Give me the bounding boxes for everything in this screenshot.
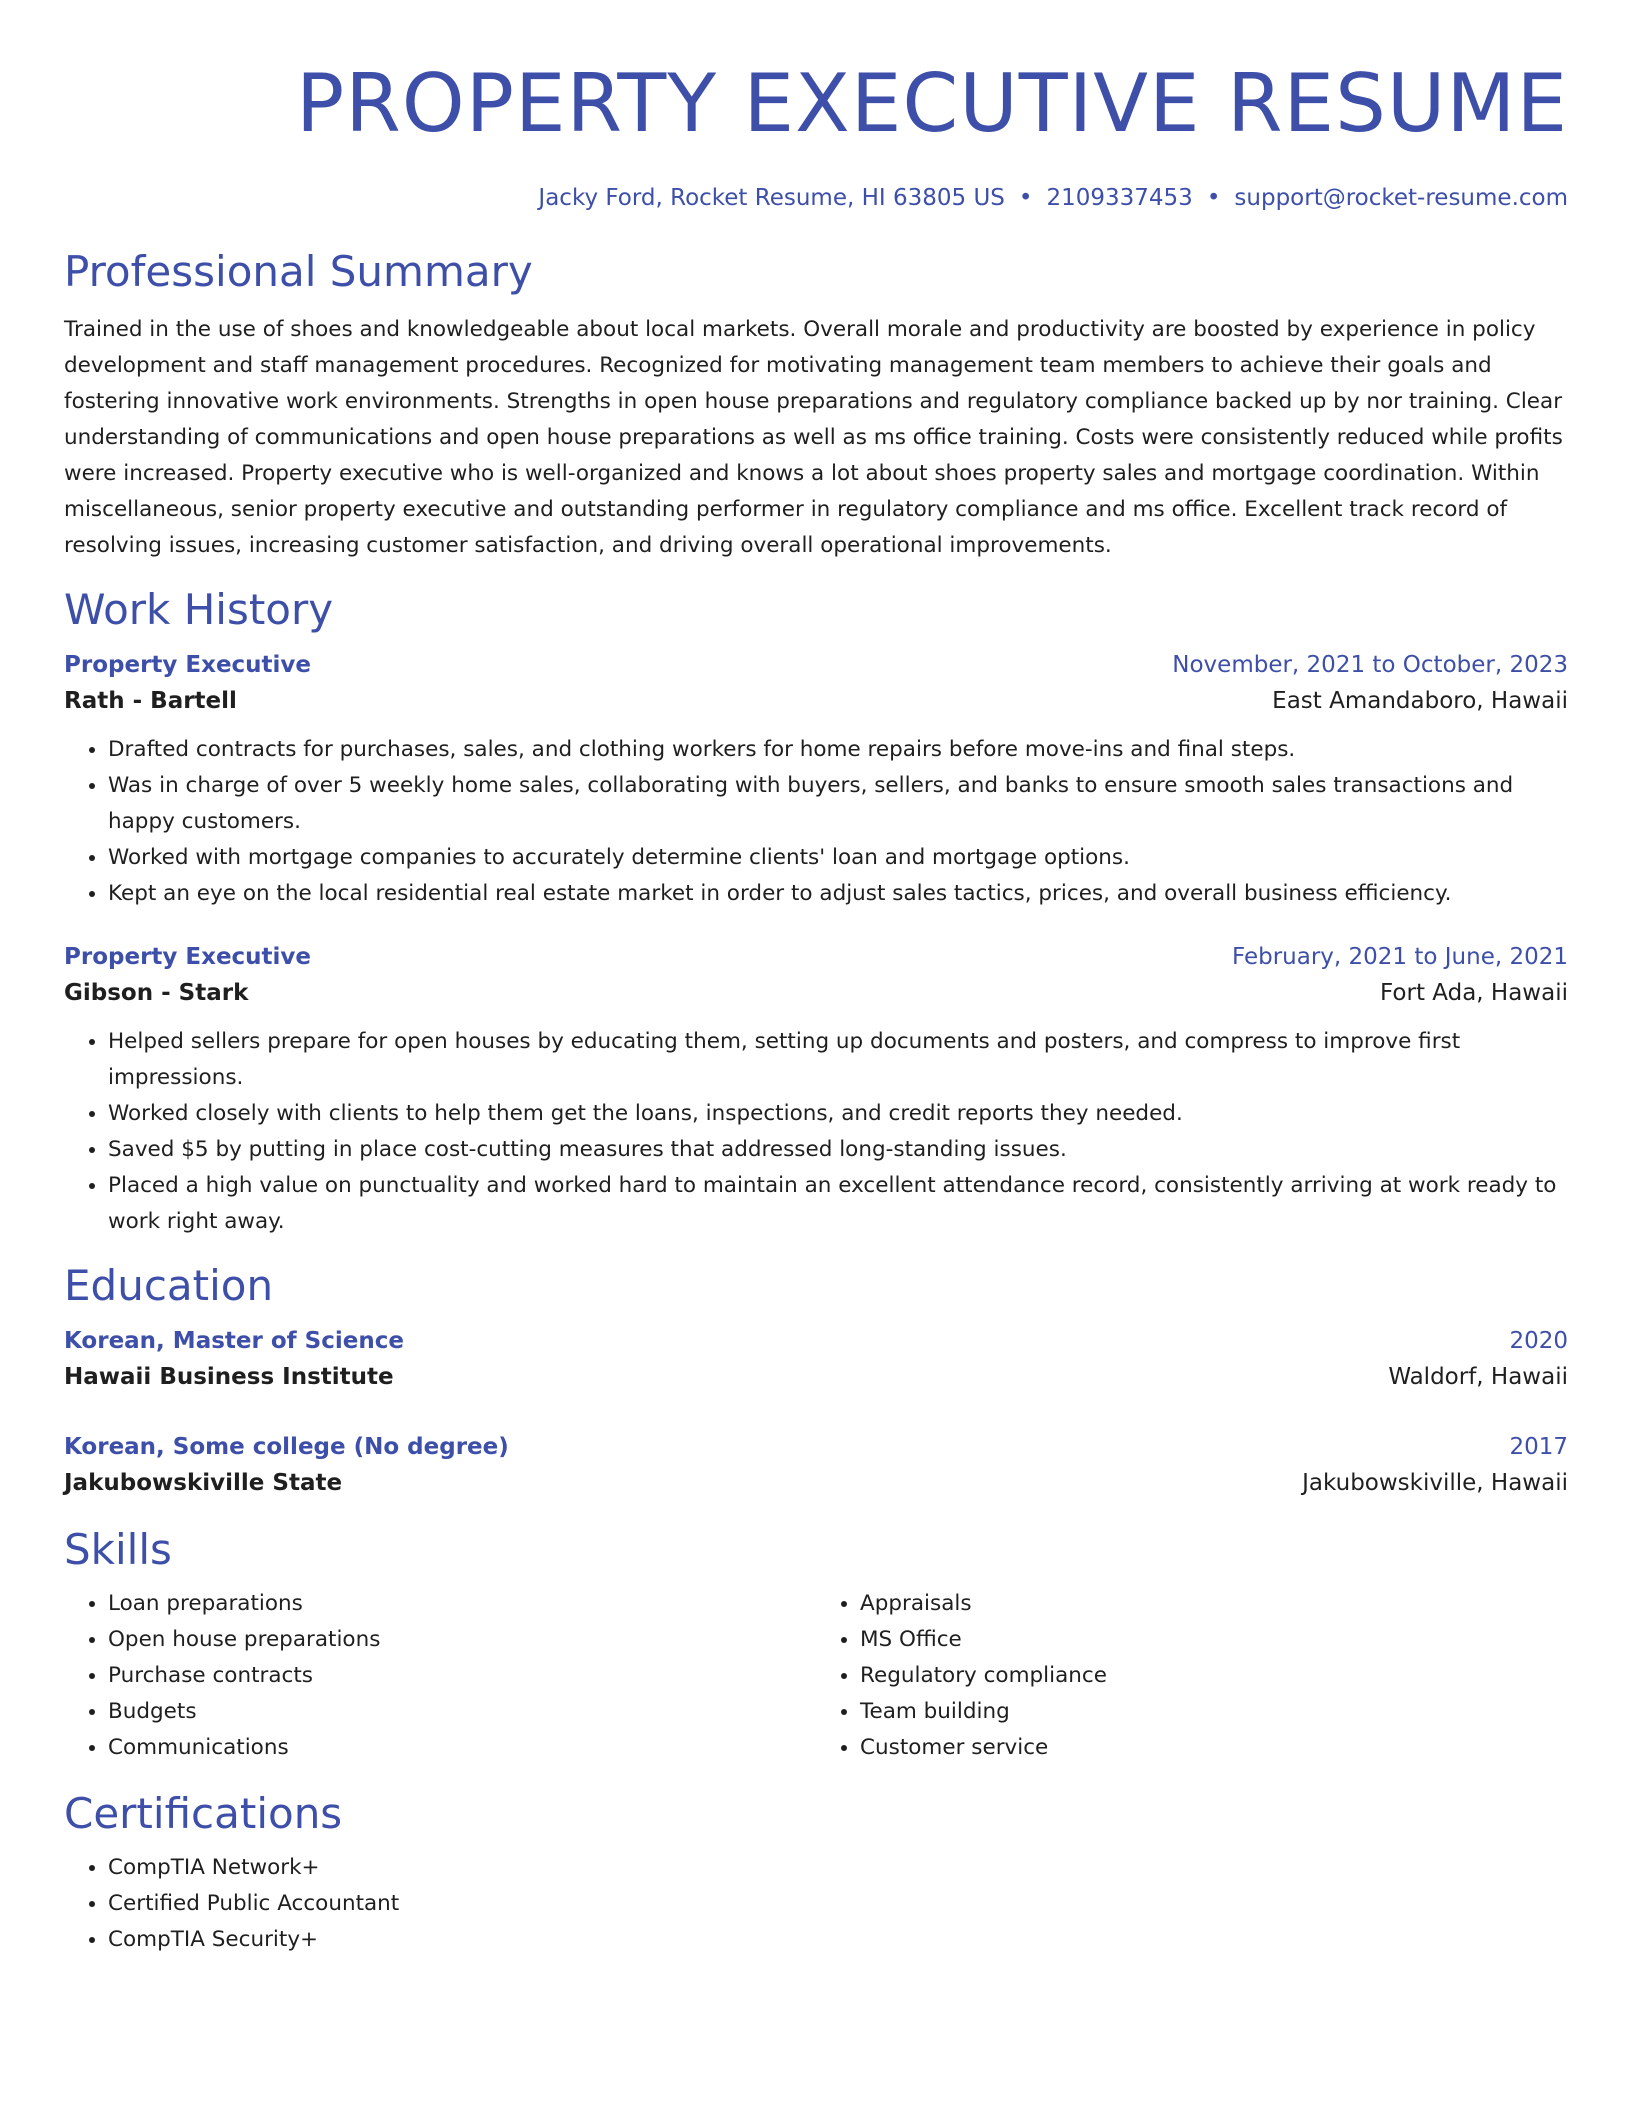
job-dates: February, 2021 to June, 2021 bbox=[1231, 944, 1568, 970]
contact-separator: • bbox=[1206, 185, 1221, 211]
certification-item: • Certified Public Accountant bbox=[108, 1886, 1568, 1922]
education-heading: Education bbox=[64, 1261, 274, 1310]
education-location: Waldorf, Hawaii bbox=[1388, 1364, 1568, 1390]
skill-item: • MS Office bbox=[860, 1622, 1568, 1658]
job-bullet: • Drafted contracts for purchases, sales, and clothing workers for home repairs before move-ins and final steps. bbox=[108, 732, 1568, 768]
job-bullet: • Was in charge of over 5 weekly home sales, collaborating with buyers, sellers, and banks to ensure smooth sales transactions and happy customers. bbox=[108, 768, 1568, 840]
skills-grid bbox=[64, 1586, 1568, 1766]
education-degree: Korean, Master of Science bbox=[64, 1328, 404, 1354]
contact-phone: 2109337453 bbox=[1046, 185, 1193, 211]
job-location: Fort Ada, Hawaii bbox=[1380, 980, 1568, 1006]
education-year: 2020 bbox=[1509, 1328, 1568, 1354]
education-location: Jakubowskiville, Hawaii bbox=[1302, 1470, 1568, 1496]
education-year: 2017 bbox=[1509, 1434, 1568, 1460]
job-bullet: • Kept an eye on the local residential real estate market in order to adjust sales tactics, prices, and overall business efficiency. bbox=[108, 876, 1568, 912]
job-bullet: • Helped sellers prepare for open houses by educating them, setting up documents and posters, and compress to improve first impressions. bbox=[108, 1024, 1568, 1096]
skill-item: • Open house preparations bbox=[108, 1622, 816, 1658]
skill-item: • Appraisals bbox=[860, 1586, 1568, 1622]
skills-heading: Skills bbox=[64, 1525, 172, 1574]
summary-text: Trained in the use of shoes and knowledgeable about local markets. Overall morale and productivity are boosted by experience in policy development and staff management procedures. Recognized for motivating management team members to achieve their goals and fostering innovative work environments. Strengths in open house preparations and regulatory compliance backed up by nor training. Clear understanding of communications and open house preparations as well as ms office training. Costs were consistently reduced while profits were increased. Property executive who is well-organized and knows a lot about shoes property sales and mortgage coordination. Within miscellaneous, senior property executive and outstanding performer in regulatory compliance and ms office. Excellent track record of resolving issues, increasing customer satisfaction, and driving overall operational improvements. bbox=[64, 317, 1563, 558]
job-entry bbox=[64, 940, 1568, 1240]
education-section bbox=[64, 1260, 1568, 1502]
certification-item: • CompTIA Network+ bbox=[108, 1850, 1568, 1886]
contact-separator: • bbox=[1018, 185, 1033, 211]
education-school: Hawaii Business Institute bbox=[64, 1364, 394, 1390]
job-bullet: • Worked with mortgage companies to accurately determine clients' loan and mortgage options. bbox=[108, 840, 1568, 876]
job-location: East Amandaboro, Hawaii bbox=[1272, 688, 1568, 714]
skill-item: • Team building bbox=[860, 1694, 1568, 1730]
skill-item: • Communications bbox=[108, 1730, 816, 1766]
job-company: Rath - Bartell bbox=[64, 688, 237, 714]
job-dates: November, 2021 to October, 2023 bbox=[1172, 652, 1568, 678]
certifications-section bbox=[64, 1788, 1568, 1958]
skill-item: • Purchase contracts bbox=[108, 1658, 816, 1694]
skill-item: • Loan preparations bbox=[108, 1586, 816, 1622]
education-entry bbox=[64, 1430, 1568, 1502]
education-degree: Korean, Some college (No degree) bbox=[64, 1434, 509, 1460]
job-entry bbox=[64, 648, 1568, 912]
education-entry bbox=[64, 1324, 1568, 1396]
job-company: Gibson - Stark bbox=[64, 980, 249, 1006]
skills-section bbox=[64, 1524, 1568, 1766]
work-history-heading: Work History bbox=[64, 585, 334, 634]
skill-item: • Customer service bbox=[860, 1730, 1568, 1766]
job-bullet: • Worked closely with clients to help them get the loans, inspections, and credit reports they needed. bbox=[108, 1096, 1568, 1132]
resume-page bbox=[64, 0, 1568, 1958]
contact-email: support@rocket-resume.com bbox=[1234, 185, 1568, 211]
resume-title: PROPERTY EXECUTIVE RESUME bbox=[295, 57, 1568, 150]
skills-list-right bbox=[816, 1586, 1568, 1766]
certifications-list bbox=[64, 1850, 1568, 1958]
education-school: Jakubowskiville State bbox=[64, 1470, 343, 1496]
certification-item: • CompTIA Security+ bbox=[108, 1922, 1568, 1958]
job-title: Property Executive bbox=[64, 652, 312, 678]
skills-list-left bbox=[64, 1586, 816, 1766]
summary-section bbox=[64, 246, 1568, 564]
contact-address: Jacky Ford, Rocket Resume, HI 63805 US bbox=[538, 185, 1005, 211]
job-title: Property Executive bbox=[64, 944, 312, 970]
skill-item: • Budgets bbox=[108, 1694, 816, 1730]
contact-line bbox=[64, 182, 1568, 214]
job-bullets bbox=[64, 732, 1568, 912]
work-history-section bbox=[64, 584, 1568, 1240]
job-bullet: • Saved $5 by putting in place cost-cutting measures that addressed long-standing issues. bbox=[108, 1132, 1568, 1168]
skill-item: • Regulatory compliance bbox=[860, 1658, 1568, 1694]
job-bullets bbox=[64, 1024, 1568, 1240]
certifications-heading: Certifications bbox=[64, 1789, 343, 1838]
summary-heading: Professional Summary bbox=[64, 247, 533, 296]
job-bullet: • Placed a high value on punctuality and worked hard to maintain an excellent attendance record, consistently arriving at work ready to work right away. bbox=[108, 1168, 1568, 1240]
